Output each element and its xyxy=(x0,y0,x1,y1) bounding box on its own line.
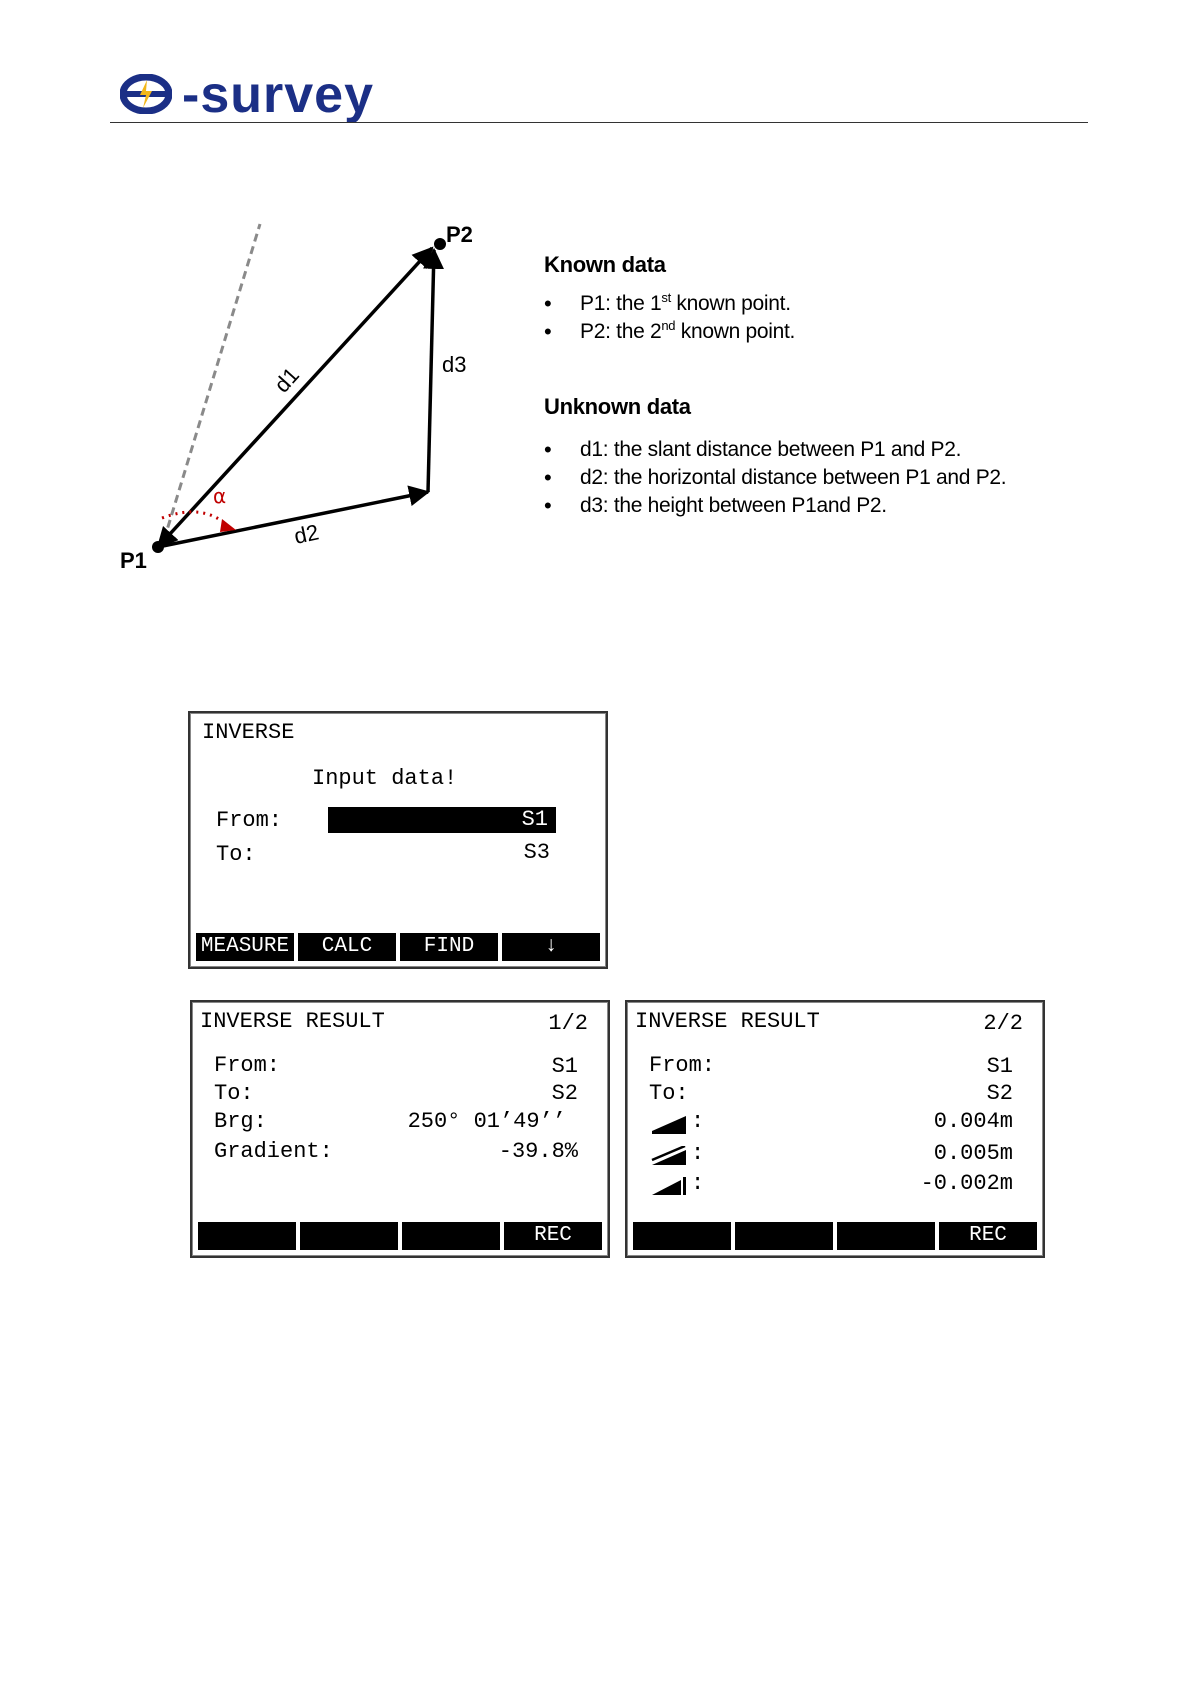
unknown-data-section xyxy=(544,394,1104,520)
p1-label: P1 xyxy=(120,548,147,573)
softkey-bar xyxy=(198,1222,602,1250)
slope-distance-colon: : xyxy=(691,1141,705,1166)
p1-point xyxy=(152,541,164,553)
blank-softkey-1[interactable] xyxy=(633,1222,731,1250)
blank-softkey-3[interactable] xyxy=(837,1222,935,1250)
from-field[interactable]: S1 xyxy=(328,807,556,833)
d2-label: d2 xyxy=(291,519,321,549)
alpha-label: α xyxy=(213,484,227,508)
from-label: From: xyxy=(216,808,283,833)
e-survey-logo-icon xyxy=(120,74,172,114)
horizontal-distance-colon: : xyxy=(691,1109,705,1134)
p2-label: P2 xyxy=(446,222,473,247)
screen-title: INVERSE RESULT xyxy=(635,1009,820,1034)
bearing-label: Brg: xyxy=(214,1109,267,1134)
height-difference-colon: : xyxy=(691,1171,705,1196)
inverse-geometry-diagram xyxy=(110,210,550,630)
data-description xyxy=(544,252,1104,520)
alpha-arrowhead xyxy=(220,519,236,532)
rec-softkey[interactable]: REC xyxy=(939,1222,1037,1250)
unknown-item-d1: • d1: the slant distance between P1 and P2. xyxy=(544,436,1104,464)
gradient-value: -39.8% xyxy=(498,1139,578,1164)
from-label: From: xyxy=(649,1053,716,1078)
bearing-value: 250° 01’49’’ xyxy=(407,1109,566,1134)
to-label: To: xyxy=(649,1081,689,1106)
d1-slant-line xyxy=(158,248,432,547)
height-difference-icon xyxy=(651,1176,687,1196)
horizontal-distance-value: 0.004m xyxy=(933,1109,1013,1134)
gradient-label: Gradient: xyxy=(214,1139,333,1164)
measure-softkey[interactable]: MEASURE xyxy=(196,933,294,961)
blank-softkey-3[interactable] xyxy=(402,1222,500,1250)
unknown-item-d3: • d3: the height between P1and P2. xyxy=(544,492,1104,520)
find-softkey[interactable]: FIND xyxy=(400,933,498,961)
from-value: S1 xyxy=(986,1054,1013,1079)
slope-distance-value: 0.005m xyxy=(933,1141,1013,1166)
page-indicator: 2/2 xyxy=(983,1011,1023,1036)
slope-distance-icon xyxy=(651,1146,687,1166)
blank-softkey-1[interactable] xyxy=(198,1222,296,1250)
known-data-heading: Known data xyxy=(544,252,666,277)
known-item-p1: • P1: the 1st known point. xyxy=(544,290,1104,318)
to-field[interactable]: S3 xyxy=(523,840,550,865)
screen-title: INVERSE xyxy=(202,720,295,745)
d3-label: d3 xyxy=(442,352,467,377)
known-data-section xyxy=(544,252,1104,346)
softkey-bar xyxy=(196,933,600,961)
rec-softkey[interactable]: REC xyxy=(504,1222,602,1250)
inverse-result-screen-2 xyxy=(625,1000,1045,1258)
screen-title: INVERSE RESULT xyxy=(200,1009,385,1034)
unknown-item-d2: • d2: the horizontal distance between P1 and P2. xyxy=(544,464,1104,492)
header-divider xyxy=(110,122,1088,123)
down-arrow-softkey[interactable]: ↓ xyxy=(502,933,600,961)
blank-softkey-2[interactable] xyxy=(735,1222,833,1250)
p2-point xyxy=(434,238,446,250)
brand-name: -survey xyxy=(182,66,374,124)
north-reference-line xyxy=(164,224,260,540)
height-difference-value: -0.002m xyxy=(920,1171,1013,1196)
from-value: S1 xyxy=(551,1054,578,1079)
input-prompt: Input data! xyxy=(312,766,458,791)
horizontal-distance-icon xyxy=(651,1114,687,1134)
inverse-input-screen xyxy=(188,711,608,969)
to-value: S2 xyxy=(551,1081,578,1106)
softkey-bar xyxy=(633,1222,1037,1250)
known-item-p2: • P2: the 2nd known point. xyxy=(544,318,1104,346)
page-indicator: 1/2 xyxy=(548,1011,588,1036)
to-value: S2 xyxy=(986,1081,1013,1106)
d3-height-line xyxy=(428,250,434,492)
blank-softkey-2[interactable] xyxy=(300,1222,398,1250)
from-label: From: xyxy=(214,1053,281,1078)
to-label: To: xyxy=(216,842,256,867)
calc-softkey[interactable]: CALC xyxy=(298,933,396,961)
d1-label: d1 xyxy=(269,362,305,398)
unknown-data-heading: Unknown data xyxy=(544,394,691,419)
to-label: To: xyxy=(214,1081,254,1106)
inverse-result-screen-1 xyxy=(190,1000,610,1258)
